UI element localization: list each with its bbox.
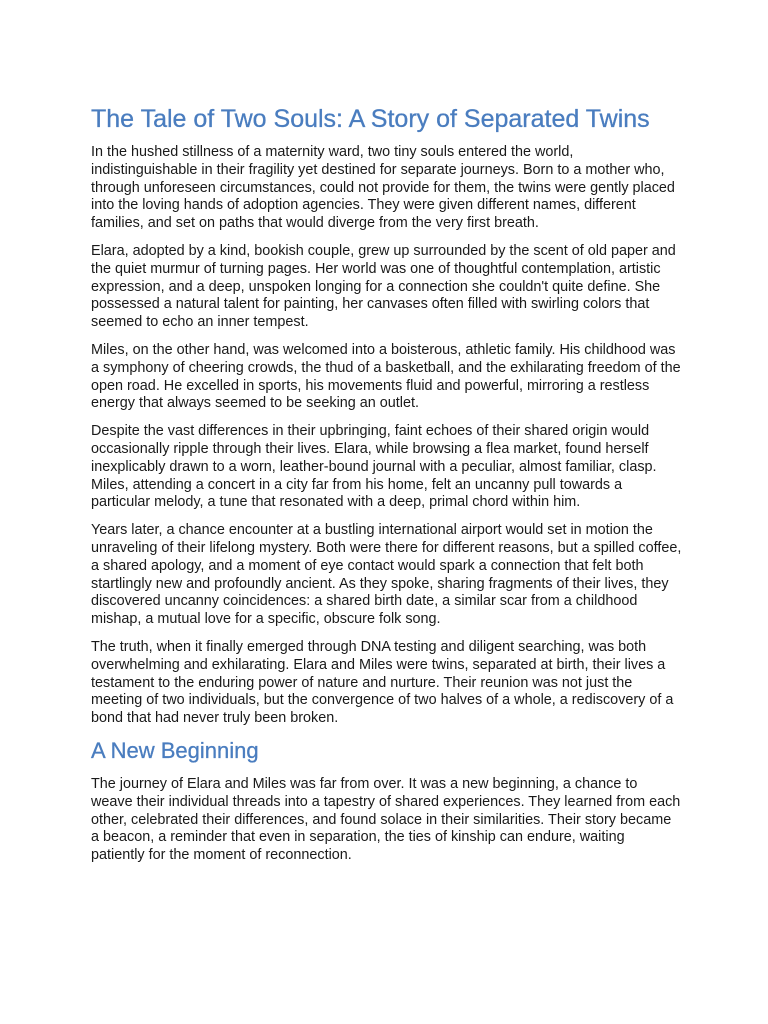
- paragraph-6: The truth, when it finally emerged through DNA testing and diligent searching, was both overwhelming and exhilarating. Elara and Miles were twins, separated at birth, their lives a testament to the enduring power of nature and nurture. Their reunion was not just the meeting of two individuals, but the convergence of two halves of a whole, a rediscovery of a bond that had never truly been broken.: [91, 638, 674, 727]
- section-paragraph: The journey of Elara and Miles was far from over. It was a new beginning, a chance to weave their individual threads into a tapestry of shared experiences. They learned from each other, celebrated their differences, and found solace in their similarities. Their story became a beacon, a reminder that even in separation, the ties of kinship can endure, waiting patiently for the moment of reconnection.: [91, 775, 681, 864]
- paragraph-2: Elara, adopted by a kind, bookish couple, grew up surrounded by the scent of old paper and the quiet murmur of turning pages. Her world was one of thoughtful contemplation, artistic expression, and a deep, unspoken longing for a connection she couldn't quite define. She possessed a natural talent for painting, her canvases often filled with swirling colors that seemed to echo an inner tempest.: [91, 242, 676, 331]
- paragraph-1: In the hushed stillness of a maternity ward, two tiny souls entered the world, indistinguishable in their fragility yet destined for separate journeys. Born to a mother who, through unforeseen circumstances, could not provide for them, the twins were gently placed into the loving hands of adoption agencies. They were given different names, different families, and set on paths that would diverge from the very first breath.: [91, 144, 675, 232]
- paragraph-5: Years later, a chance encounter at a bustling international airport would set in motion the unraveling of their lifelong mystery. Both were there for different reasons, but a spilled coffee, a shared apology, and a moment of eye contact would spark a connection that felt both startlingly new and profoundly ancient. As they spoke, sharing fragments of their lives, they discovered uncanny coincidences: a shared birth date, a similar scar from a childhood mishap, a mutual love for a specific, obscure folk song.: [91, 522, 682, 628]
- paragraph-3: Miles, on the other hand, was welcomed into a boisterous, athletic family. His childhood was a symphony of cheering crowds, the thud of a basketball, and the exhilarating freedom of the open road. He excelled in sports, his movements fluid and powerful, mirroring a restless energy that always seemed to be seeking an outlet.: [91, 341, 681, 412]
- document-title: The Tale of Two Souls: A Story of Separated Twins: [91, 105, 650, 133]
- section-heading: A New Beginning: [91, 737, 259, 763]
- paragraph-4: Despite the vast differences in their upbringing, faint echoes of their shared origin would occasionally ripple through their lives. Elara, while browsing a flea market, found herself inexplicably drawn to a worn, leather-bound journal with a peculiar, almost familiar, clasp. Miles, attending a concert in a city far from his home, felt an uncanny pull towards a particular melody, a tune that resonated with a deep, primal chord within him.: [91, 423, 657, 511]
